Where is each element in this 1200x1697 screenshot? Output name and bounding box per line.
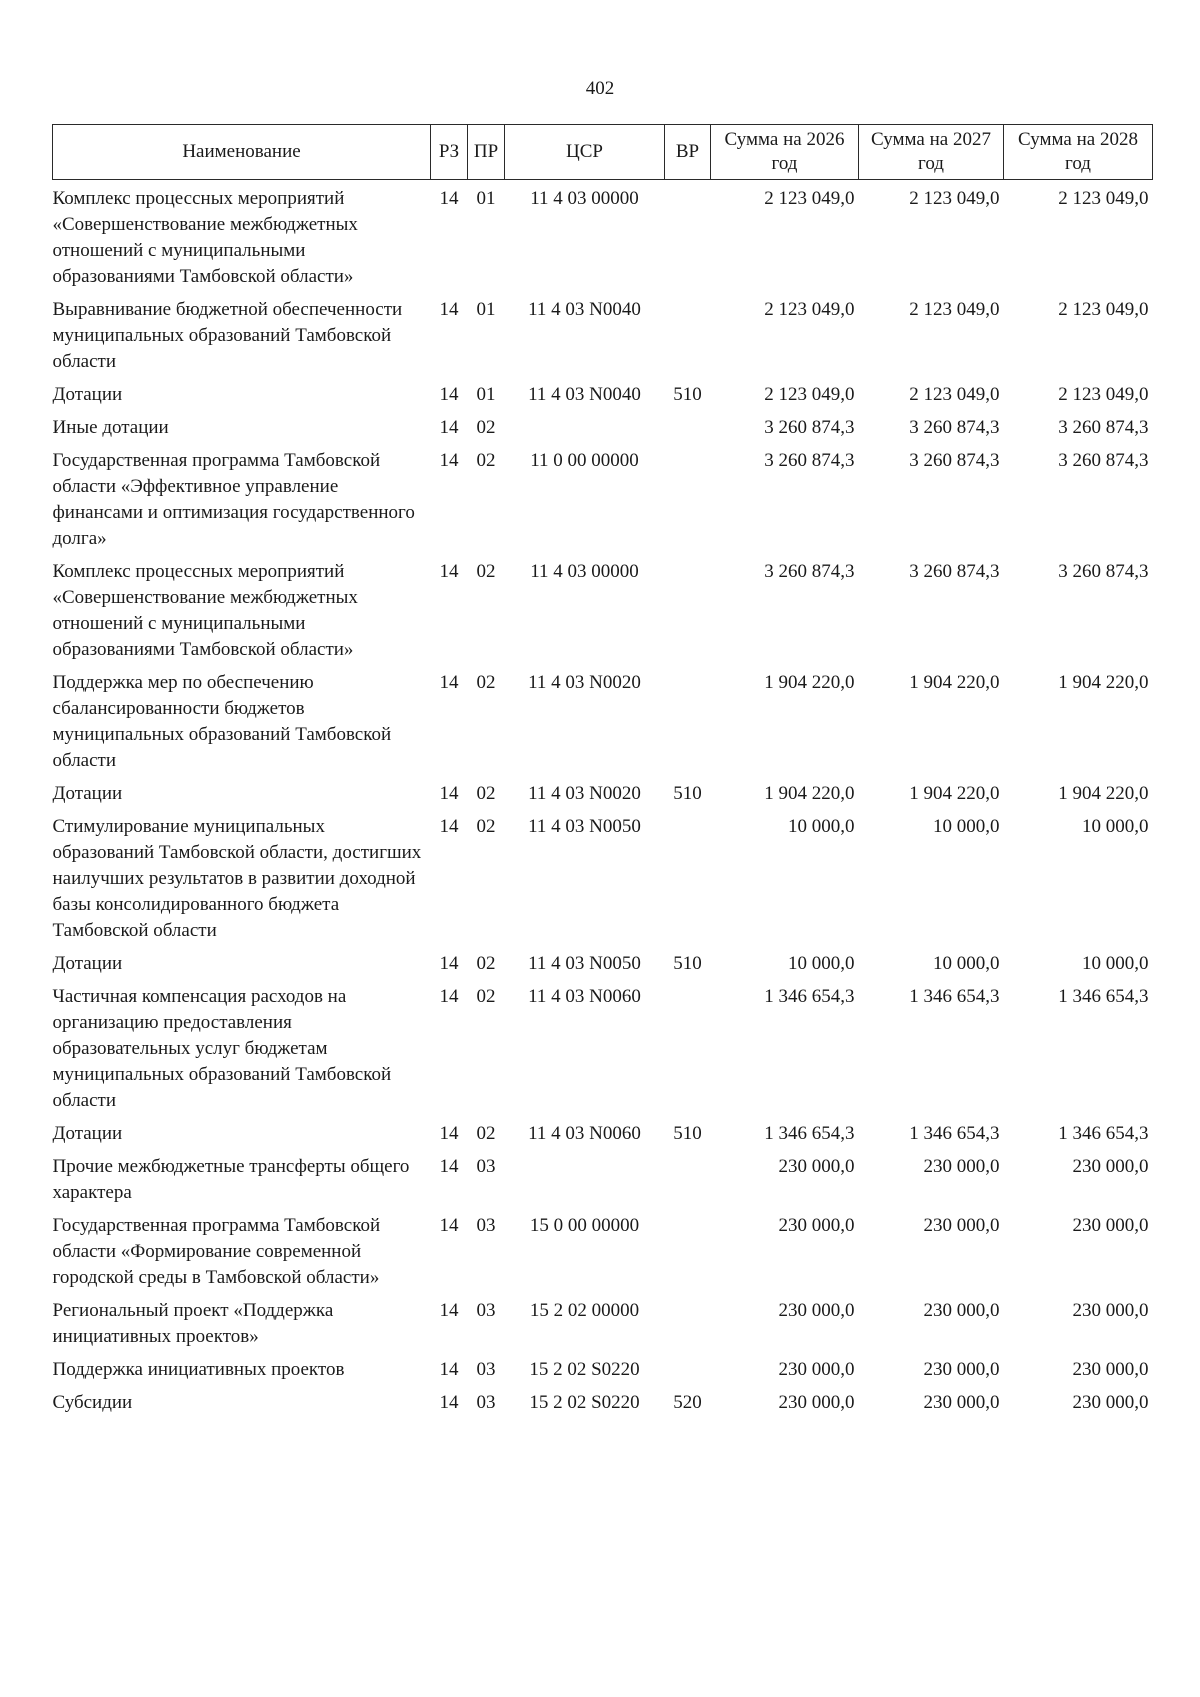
row-sum-2027: 3 260 874,3 [909, 561, 1000, 582]
row-name: Поддержка инициативных проектов [52, 1359, 345, 1380]
row-csr: 11 4 03 N0040 [528, 384, 641, 405]
row-vr [665, 1296, 711, 1355]
row-name: Иные дотации [52, 417, 169, 438]
row-vr: 520 [673, 1392, 702, 1413]
row-sum-2028: 2 123 049,0 [1058, 384, 1149, 405]
row-csr: 11 4 03 N0060 [528, 1123, 641, 1144]
row-sum-2027: 1 904 220,0 [909, 672, 1000, 693]
table-header [53, 125, 1153, 180]
row-vr [665, 413, 711, 446]
row-pr: 03 [476, 1392, 496, 1413]
row-sum-2028: 10 000,0 [1082, 816, 1149, 837]
table-row [53, 1355, 1153, 1388]
row-sum-2027: 2 123 049,0 [909, 299, 1000, 320]
row-name: Государственная программа Тамбовской области «Эффективное управление финансами и оптимизация государственного долга» [52, 450, 415, 549]
table-row [53, 1119, 1153, 1152]
row-rz: 14 [439, 953, 459, 974]
row-pr: 02 [476, 417, 496, 438]
row-sum-2026: 230 000,0 [778, 1392, 855, 1413]
row-pr: 03 [476, 1359, 496, 1380]
row-rz: 14 [439, 188, 459, 209]
header-sum-2026: Сумма на 2026 год [711, 125, 859, 180]
row-pr: 01 [476, 384, 496, 405]
row-sum-2026: 2 123 049,0 [764, 384, 855, 405]
row-pr: 01 [476, 188, 496, 209]
row-sum-2027: 1 346 654,3 [909, 1123, 1000, 1144]
table-row [53, 1211, 1153, 1296]
row-pr: 02 [476, 816, 496, 837]
table-row [53, 779, 1153, 812]
row-rz: 14 [439, 1392, 459, 1413]
row-sum-2028: 230 000,0 [1072, 1300, 1149, 1321]
row-csr: 11 4 03 00000 [530, 561, 639, 582]
row-sum-2026: 1 346 654,3 [764, 986, 855, 1007]
row-vr: 510 [673, 384, 702, 405]
row-sum-2027: 10 000,0 [933, 816, 1000, 837]
table-row [53, 1388, 1153, 1421]
row-csr: 11 4 03 N0020 [528, 672, 641, 693]
row-csr: 11 4 03 00000 [530, 188, 639, 209]
row-pr: 02 [476, 450, 496, 471]
row-csr: 15 2 02 00000 [529, 1300, 640, 1321]
row-name: Дотации [52, 1123, 123, 1144]
row-rz: 14 [439, 783, 459, 804]
table-row [53, 180, 1153, 296]
row-sum-2026: 3 260 874,3 [764, 561, 855, 582]
row-sum-2026: 230 000,0 [778, 1215, 855, 1236]
budget-table [52, 124, 1153, 1421]
row-pr: 02 [476, 783, 496, 804]
row-sum-2026: 10 000,0 [788, 816, 855, 837]
row-vr [665, 1355, 711, 1388]
row-sum-2026: 1 904 220,0 [764, 672, 855, 693]
row-sum-2026: 2 123 049,0 [764, 188, 855, 209]
row-csr [505, 1152, 665, 1211]
row-name: Стимулирование муниципальных образований Тамбовской области, достигших наилучших результатов в развитии доходной базы консолидированного бюджета Тамбовской области [52, 816, 422, 941]
row-vr [665, 1211, 711, 1296]
row-vr [665, 668, 711, 779]
row-sum-2028: 230 000,0 [1072, 1215, 1149, 1236]
row-csr: 15 2 02 S0220 [529, 1392, 640, 1413]
header-csr: ЦСР [505, 125, 665, 180]
row-pr: 03 [476, 1215, 496, 1236]
row-pr: 03 [476, 1300, 496, 1321]
row-sum-2027: 230 000,0 [923, 1215, 1000, 1236]
row-sum-2028: 3 260 874,3 [1058, 450, 1149, 471]
row-sum-2028: 1 346 654,3 [1058, 1123, 1149, 1144]
row-vr [665, 557, 711, 668]
row-rz: 14 [439, 672, 459, 693]
row-csr: 11 4 03 N0050 [528, 953, 641, 974]
row-name: Дотации [52, 783, 123, 804]
table-row [53, 1152, 1153, 1211]
row-sum-2026: 10 000,0 [788, 953, 855, 974]
header-sum-2028: Сумма на 2028 год [1004, 125, 1153, 180]
row-sum-2027: 1 346 654,3 [909, 986, 1000, 1007]
row-csr: 15 2 02 S0220 [529, 1359, 640, 1380]
table-row [53, 982, 1153, 1119]
row-sum-2028: 230 000,0 [1072, 1359, 1149, 1380]
page-number: 402 [585, 78, 615, 99]
row-sum-2028: 1 904 220,0 [1058, 783, 1149, 804]
table-row [53, 668, 1153, 779]
row-csr: 11 4 03 N0040 [528, 299, 641, 320]
row-csr [505, 413, 665, 446]
row-pr: 02 [476, 1123, 496, 1144]
row-sum-2026: 1 904 220,0 [764, 783, 855, 804]
table-body [53, 180, 1153, 1422]
row-sum-2028: 2 123 049,0 [1058, 299, 1149, 320]
row-sum-2028: 10 000,0 [1082, 953, 1149, 974]
row-rz: 14 [439, 417, 459, 438]
row-name: Комплекс процессных мероприятий «Совершенствование межбюджетных отношений с муниципальными образованиями Тамбовской области» [52, 188, 358, 287]
table-row [53, 949, 1153, 982]
row-rz: 14 [439, 450, 459, 471]
row-sum-2027: 2 123 049,0 [909, 188, 1000, 209]
row-vr [665, 1152, 711, 1211]
row-rz: 14 [439, 1215, 459, 1236]
row-vr [665, 180, 711, 296]
header-vr: ВР [665, 125, 711, 180]
row-sum-2027: 230 000,0 [923, 1359, 1000, 1380]
row-rz: 14 [439, 384, 459, 405]
row-name: Выравнивание бюджетной обеспеченности муниципальных образований Тамбовской области [52, 299, 403, 372]
row-sum-2026: 3 260 874,3 [764, 450, 855, 471]
row-sum-2026: 1 346 654,3 [764, 1123, 855, 1144]
row-csr: 15 0 00 00000 [529, 1215, 640, 1236]
row-rz: 14 [439, 1156, 459, 1177]
row-name: Поддержка мер по обеспечению сбалансированности бюджетов муниципальных образований Тамбовской области [52, 672, 392, 771]
row-sum-2028: 3 260 874,3 [1058, 417, 1149, 438]
row-vr: 510 [673, 953, 702, 974]
row-name: Дотации [52, 953, 123, 974]
row-sum-2027: 10 000,0 [933, 953, 1000, 974]
row-pr: 02 [476, 953, 496, 974]
row-sum-2027: 3 260 874,3 [909, 417, 1000, 438]
row-sum-2028: 3 260 874,3 [1058, 561, 1149, 582]
header-pr: ПР [468, 125, 505, 180]
table-row [53, 295, 1153, 380]
row-sum-2027: 2 123 049,0 [909, 384, 1000, 405]
row-name: Государственная программа Тамбовской области «Формирование современной городской среды в Тамбовской области» [52, 1215, 381, 1288]
table-row [53, 413, 1153, 446]
row-rz: 14 [439, 986, 459, 1007]
row-name: Комплекс процессных мероприятий «Совершенствование межбюджетных отношений с муниципальными образованиями Тамбовской области» [52, 561, 358, 660]
row-sum-2027: 230 000,0 [923, 1392, 1000, 1413]
row-csr: 11 4 03 N0020 [528, 783, 641, 804]
row-rz: 14 [439, 299, 459, 320]
row-csr: 11 4 03 N0050 [528, 816, 641, 837]
row-name: Частичная компенсация расходов на организацию предоставления образовательных услуг бюджетам муниципальных образований Тамбовской области [52, 986, 392, 1111]
row-name: Дотации [52, 384, 123, 405]
table-row [53, 446, 1153, 557]
row-rz: 14 [439, 561, 459, 582]
row-sum-2028: 1 904 220,0 [1058, 672, 1149, 693]
row-pr: 01 [476, 299, 496, 320]
row-vr: 510 [673, 1123, 702, 1144]
row-name: Субсидии [52, 1392, 133, 1413]
row-rz: 14 [439, 1123, 459, 1144]
table-row [53, 1296, 1153, 1355]
header-sum-2027: Сумма на 2027 год [859, 125, 1004, 180]
row-sum-2027: 3 260 874,3 [909, 450, 1000, 471]
row-rz: 14 [439, 1359, 459, 1380]
row-sum-2026: 230 000,0 [778, 1359, 855, 1380]
row-vr [665, 295, 711, 380]
row-rz: 14 [439, 1300, 459, 1321]
header-name: Наименование [53, 125, 431, 180]
row-pr: 02 [476, 561, 496, 582]
row-sum-2027: 230 000,0 [923, 1156, 1000, 1177]
row-rz: 14 [439, 816, 459, 837]
row-vr [665, 812, 711, 949]
row-sum-2027: 230 000,0 [923, 1300, 1000, 1321]
row-sum-2026: 230 000,0 [778, 1156, 855, 1177]
row-pr: 03 [476, 1156, 496, 1177]
row-csr: 11 4 03 N0060 [528, 986, 641, 1007]
row-vr [665, 446, 711, 557]
header-rz: РЗ [431, 125, 468, 180]
row-sum-2026: 3 260 874,3 [764, 417, 855, 438]
row-vr: 510 [673, 783, 702, 804]
row-sum-2028: 2 123 049,0 [1058, 188, 1149, 209]
row-sum-2028: 230 000,0 [1072, 1392, 1149, 1413]
row-pr: 02 [476, 672, 496, 693]
row-sum-2028: 230 000,0 [1072, 1156, 1149, 1177]
table-row [53, 812, 1153, 949]
row-sum-2026: 230 000,0 [778, 1300, 855, 1321]
row-sum-2028: 1 346 654,3 [1058, 986, 1149, 1007]
row-name: Прочие межбюджетные трансферты общего характера [52, 1156, 410, 1203]
row-csr: 11 0 00 00000 [530, 450, 639, 471]
row-pr: 02 [476, 986, 496, 1007]
row-vr [665, 982, 711, 1119]
row-name: Региональный проект «Поддержка инициативных проектов» [52, 1300, 334, 1347]
table-row [53, 380, 1153, 413]
table-row [53, 557, 1153, 668]
row-sum-2027: 1 904 220,0 [909, 783, 1000, 804]
row-sum-2026: 2 123 049,0 [764, 299, 855, 320]
